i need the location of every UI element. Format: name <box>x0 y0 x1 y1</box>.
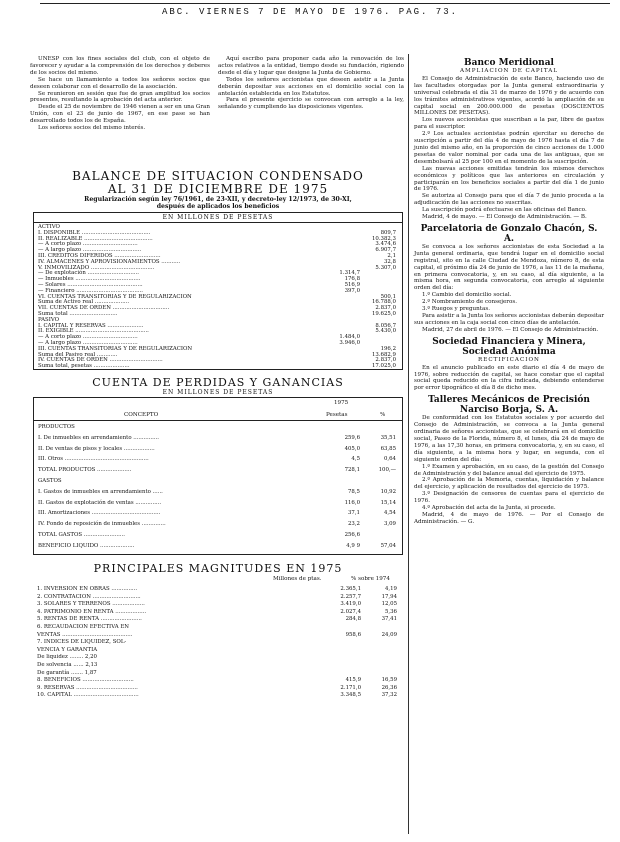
table-row <box>37 624 399 630</box>
table-row <box>37 594 399 600</box>
col-pct: % <box>380 412 386 418</box>
magn-col-2: % sobre 1974 <box>351 576 390 582</box>
table-row <box>37 616 399 622</box>
row-label: III. Amortizaciones ........................................ <box>38 510 161 517</box>
col-pesetas: Pesetas <box>326 412 348 418</box>
row-value: 176,8 <box>344 276 360 283</box>
pyg-header-rule <box>34 420 402 421</box>
row-label: VII. CUENTAS DE ORDEN ................................. <box>38 305 170 312</box>
row-total: 15,14 <box>380 499 396 506</box>
row-total: 19.625,0 <box>371 311 396 317</box>
row-value: 415,9 <box>345 677 361 684</box>
table-row <box>38 500 398 506</box>
row-label: 2. CONTRATACION ............................ <box>37 593 141 600</box>
paragraph: 1.º Cambio del domicilio social. <box>422 292 512 299</box>
table-row <box>38 456 398 462</box>
row-label: III. CUENTAS TRANSITORIAS Y DE REGULARIZACION <box>38 345 193 352</box>
row-total: 3,09 <box>383 521 396 528</box>
table-row <box>38 363 398 369</box>
paragraph: Se autoriza al Consejo para que el día 7 de junio proceda a la adjudicación de las acciones no suscritas. <box>414 193 604 207</box>
row-value: 78,5 <box>347 488 360 495</box>
row-value: 256,6 <box>344 532 360 538</box>
paragraph: 3.º Designación de censores de cuentas para el ejercicio de 1976. <box>414 491 604 505</box>
row-label: II. REALIZABLE ........................................ <box>38 235 153 242</box>
row-label: — Solares ............................................ <box>38 282 143 288</box>
table-row <box>37 647 399 653</box>
row-label: — Financiero ....................................... <box>38 287 144 294</box>
row-total: 32,8 <box>383 258 396 265</box>
row-label: I. Gastos de inmuebles en arrendamiento ...... <box>38 488 163 495</box>
row-label: V. INMOVILIZADO ..................................... <box>38 264 155 271</box>
balance-unit: EN MILLONES DE PESETAS <box>34 213 402 223</box>
row-label: IV. ALMACENES Y APROVISIONAMIENTOS ........... <box>38 258 181 265</box>
row-label: BENEFICIO LIQUIDO .................... <box>38 542 135 549</box>
row-label: — A largo plazo ................................ <box>38 340 138 346</box>
paragraph: Para el presente ejercicio se convocan con arreglo a la ley, señalando y cumpliendo las disposiciones vigentes. <box>218 97 404 111</box>
top-left-column-1 <box>30 56 210 132</box>
row-label: I. CAPITAL Y RESERVAS ..................... <box>38 322 144 329</box>
page-header: ABC. VIERNES 7 DE MAYO DE 1976. PAG. 73. <box>161 7 459 17</box>
row-label: — De explotación .............................. <box>38 270 139 277</box>
row-total: 10,92 <box>380 488 396 495</box>
row-total: 13.682,9 <box>371 351 396 358</box>
row-value: 2.365,1 <box>340 586 361 592</box>
row-label: I. DISPONIBLE ........................................ <box>38 229 151 236</box>
row-label: GASTOS <box>38 478 62 484</box>
row-value: 2.257,7 <box>340 593 361 600</box>
row-value: 2.171,0 <box>340 684 361 691</box>
paragraph: 2.º Los actuales accionistas podrán ejercitar su derecho de suscripción a partir del día 4 de mayo de 1976 hasta el día 7 de junio del mismo año, en la proporción de cinco acciones de 1.000 pesetas de valor nominal por cada una de las antiguas, que se desembolsará al 25 por 100 en el momento de la suscripción. <box>414 131 604 165</box>
paragraph: 3.º Ruegos y preguntas. <box>422 306 490 313</box>
banco-subtitle: AMPLIACION DE CAPITAL <box>459 68 559 74</box>
row-value: 516,9 <box>344 282 360 288</box>
row-label: 5. RENTAS DE RENTA ........................ <box>37 616 142 623</box>
row-value: 4,9 9 <box>346 542 360 549</box>
row-label: De liquidez ........ 2,20 <box>37 654 97 661</box>
table-row <box>37 685 399 691</box>
row-label: — Inmuebles ...................................... <box>38 276 141 283</box>
header-rule <box>40 3 610 4</box>
paragraph: 2.º Aprobación de la Memoria, cuentas, liquidación y balance del ejercicio, y aplicación de resultados del ejercicio de 1975. <box>414 477 604 491</box>
row-total: 63,85 <box>380 445 396 452</box>
balance-date: AL 31 DE DICIEMBRE DE 1975 <box>107 182 329 196</box>
row-label: — A largo plazo .................................. <box>38 247 142 254</box>
magn-title: PRINCIPALES MAGNITUDES EN 1975 <box>93 562 343 575</box>
row-value: 397,0 <box>344 287 360 294</box>
row-total: 24,09 <box>381 631 397 638</box>
row-label: III. CREDITOS DIFERIDOS ........................... <box>38 253 161 259</box>
row-label: 4. PATRIMONIO EN RENTA .................. <box>37 608 147 615</box>
pyg-unit: EN MILLONES DE PESETAS <box>162 389 274 396</box>
row-total: 5.307,0 <box>375 264 396 271</box>
magn-col-1: Millones de ptas. <box>273 576 322 582</box>
paragraph: Todos los señores accionistas que deseen asistir a la Junta deberán depositar sus acciones en el domicilio social con la antelación establecida en los Estatutos. <box>218 76 404 97</box>
row-total: 4,54 <box>383 510 396 517</box>
row-total: 196,2 <box>380 345 396 352</box>
paragraph: Para asistir a la Junta los señores accionistas deberán depositar sus acciones en la caja social con cinco días de antelación. <box>414 313 604 326</box>
row-total: 17.025,0 <box>371 363 396 370</box>
table-row <box>38 489 398 495</box>
row-label: PRODUCTOS <box>38 424 75 430</box>
paragraph: Los nuevos accionistas que suscriban a la par, libre de gastos para el suscriptor. <box>414 117 604 131</box>
table-row <box>38 478 398 484</box>
table-row <box>37 586 399 592</box>
row-total: 2,1 <box>387 253 396 259</box>
table-row <box>38 424 398 430</box>
banco-signature: Madrid, 4 de mayo. — El Consejo de Administración. — B. <box>422 214 587 221</box>
row-label: 7. INDICES DE LIQUIDEZ, SOL- <box>37 639 127 646</box>
row-total: 6.907,7 <box>375 247 396 254</box>
table-row <box>38 510 398 516</box>
row-label: II. EXIGIBLE ........................................... <box>38 328 149 335</box>
row-label: 8. BENEFICIOS .............................. <box>37 677 134 684</box>
paragraph: Las nuevas acciones emitidas tendrán los mismos derechos económicos y políticos que las anteriores en circulación y participarán en los beneficios sociales a partir del día 1 de junio de 1976. <box>414 165 604 193</box>
paragraph: Se hace un llamamiento a todos los señores socios que deseen colaborar con el desarrollo de la asociación. <box>30 76 210 90</box>
row-label: VENCIA Y GARANTIA <box>37 646 98 653</box>
table-row <box>38 532 398 538</box>
balance-subtitle: Regularización según ley 76/1961, de 23-XII, y decreto-ley 12/1973, de 30-XI, <box>84 196 352 203</box>
row-value: 284,8 <box>345 616 361 623</box>
balance-title: BALANCE DE SITUACION CONDENSADO <box>72 169 364 183</box>
row-value: 3.946,0 <box>339 340 360 346</box>
pyg-table <box>33 397 403 555</box>
row-total: 500,1 <box>380 293 396 300</box>
col-year: 1975 <box>334 400 349 406</box>
row-total: 26,36 <box>381 684 397 691</box>
table-row <box>37 677 399 683</box>
row-label: 9. RESERVAS .................................... <box>37 684 138 691</box>
table-row <box>38 435 398 441</box>
sociedad-title: Sociedad Financiera y Minera, Sociedad Anónima <box>432 336 586 357</box>
row-label: TOTAL PRODUCTOS .................... <box>38 467 132 474</box>
row-label: De garantía ....... 1,87 <box>37 669 97 676</box>
row-label: 3. SOLARES Y TERRENOS ................... <box>37 601 145 608</box>
row-label: IV. CUENTAS DE ORDEN ............................... <box>38 357 163 364</box>
paragraph: Los señores socios del mismo interés. <box>38 125 146 132</box>
talleres-title: Talleres Mecánicos de Precisión Narciso Borja, S. A. <box>428 395 590 416</box>
row-total: 100,— <box>378 467 396 474</box>
table-row <box>38 467 398 473</box>
column-rule <box>408 54 409 834</box>
row-label: Suma de Activo real .................... <box>38 299 130 306</box>
row-value: 405,0 <box>344 445 360 452</box>
top-left-column-2 <box>218 56 404 111</box>
table-row <box>38 543 398 549</box>
parcelatoria-signature: Madrid, 27 de abril de 1976. — El Consejo de Administración. <box>422 326 599 333</box>
table-row <box>38 521 398 527</box>
row-value: 728,1 <box>344 467 360 474</box>
row-label: VENTAS ......................................... <box>37 631 133 638</box>
row-value: 37,1 <box>347 510 360 517</box>
paragraph: Aquí escribo para proponer cada año la renovación de los actos relativos a la entidad, tiempo desde su fundación, rigiendo desde el día y lugar que designe la Junta de Gobierno. <box>218 56 404 76</box>
row-total: 4,19 <box>384 586 397 592</box>
row-label: II. Gastos de explotación de ventas ............... <box>38 499 162 506</box>
row-total: 37,41 <box>381 616 397 623</box>
row-total: 2.837,0 <box>375 305 396 312</box>
paragraph: 1.º Examen y aprobación, en su caso, de la gestión del Consejo de Administración y del balance anual del ejercicio de 1975. <box>414 463 604 477</box>
paragraph: En el anuncio publicado en este diario el día 4 de mayo de 1976, sobre reducción de capital, se hace constar que el capital social queda reducido en la cifra indicada, debiendo entenderse por error tipográfico el día 8 de dicho mes. <box>414 364 604 392</box>
row-total: 0,64 <box>383 456 396 463</box>
table-row <box>37 639 399 645</box>
row-value: 2.027,4 <box>340 608 361 615</box>
row-total: 809,7 <box>380 229 396 236</box>
parcelatoria-title: Parcelatoria de Gonzalo Chacón, S. A. <box>420 223 598 244</box>
paragraph: Se convoca a los señores accionistas de esta Sociedad a la Junta general ordinaria, que tendrá lugar en el domicilio social registral, sito en la calle Ciudad de Mendoza, número 8, de esta capital, el próximo día 24 de junio de 1976, a las 11 de la mañana, en primera convocatoria, y, en su caso, al día siguiente, a la misma hora, en segunda convocatoria, con arreglo al siguiente orden del día: <box>414 243 604 292</box>
row-total: 5,36 <box>384 608 397 615</box>
row-total: 17,94 <box>381 593 397 600</box>
right-column <box>414 56 604 529</box>
balance-subtitle-2: después de aplicados los beneficios <box>156 203 280 210</box>
row-total: 5.430,0 <box>375 328 396 335</box>
table-row <box>37 670 399 676</box>
row-total: 12,05 <box>381 601 397 608</box>
paragraph: El Consejo de Administración de este Banco, haciendo uso de las facultades otorgadas por la Junta general extraordinaria y universal celebrada el día 31 de marzo de 1976 y de acuerdo con los trámites administrativos vigentes, acordó la ampliación de su capital social en 200.000.000 de pesetas (DOSCIENTOS MILLONES DE PESETAS). <box>414 75 604 117</box>
row-label: PASIVO <box>38 316 60 323</box>
row-label: Suma total ............................ <box>38 311 118 317</box>
paragraph: 2.º Nombramiento de consejeros. <box>422 299 517 306</box>
row-label: II. De ventas de pisos y locales .................. <box>38 445 155 452</box>
row-value: 23,2 <box>347 521 360 528</box>
row-total: 57,04 <box>380 542 396 549</box>
row-value: 1.484,0 <box>339 334 360 341</box>
pyg-title: CUENTA DE PERDIDAS Y GANANCIAS <box>92 376 344 389</box>
talleres-signature: Madrid, 4 de mayo de 1976. — Por el Consejo de Administración. — G. <box>414 511 604 525</box>
row-value: 958,6 <box>345 631 361 638</box>
table-row <box>37 609 399 615</box>
row-label: — A corto plazo ................................ <box>38 241 138 248</box>
row-label: ACTIVO <box>38 224 60 230</box>
row-value: 259,6 <box>344 434 360 441</box>
row-total: 8.056,7 <box>375 322 396 329</box>
table-row <box>37 632 399 638</box>
row-label: De solvencia ...... 2,13 <box>37 662 98 668</box>
table-row <box>37 662 399 668</box>
paragraph: Desde el 25 de noviembre de 1946 vienen a ser en una Gran Unión, con el 23 de junio de 1967, en ese pase se han desarrollado todos los de España. <box>30 104 210 125</box>
row-label: TOTAL GASTOS ........................ <box>38 532 125 538</box>
row-label: Suma del Pasivo real ............ <box>38 351 118 358</box>
row-label: IV. Fondo de reposición de inmuebles .............. <box>38 521 166 528</box>
table-row <box>37 601 399 607</box>
paragraph: La suscripción podrá efectuarse en las oficinas del Banco. <box>422 207 587 214</box>
row-total: 16.788,0 <box>371 299 396 306</box>
table-row <box>37 654 399 660</box>
row-value: 1.314,7 <box>339 270 360 277</box>
row-value: 116,0 <box>344 499 360 506</box>
paragraph: UNESP con los fines sociales del club, con el objeto de favorecer y ayudar a la comprensión de los derechos y deberes de los socios del mismo. <box>30 56 210 76</box>
row-label: 6. RECAUDACION EFECTIVA EN <box>37 624 129 630</box>
row-total: 16,59 <box>381 677 397 684</box>
balance-table <box>33 212 403 370</box>
row-label: — A corto plazo ................................ <box>38 334 138 341</box>
paragraph: 4.º Aprobación del acta de la Junta, si procede. <box>422 505 556 512</box>
row-value: 3.348,5 <box>340 692 361 699</box>
table-row <box>37 692 399 698</box>
row-label: Suma total, pesetas ..................... <box>38 363 130 370</box>
row-label: III. Otros ................................................. <box>38 456 149 463</box>
magn-table <box>33 576 403 704</box>
row-total: 2.837,0 <box>375 357 396 364</box>
row-total: 3.474,6 <box>375 241 396 248</box>
sociedad-subtitle: RECTIFICACION <box>478 356 540 363</box>
paragraph: Se reunieron en sesión que fue de gran amplitud los socios presentes, resultando la aprobación del acta anterior. <box>30 90 210 104</box>
table-row <box>38 446 398 452</box>
row-label: 1. INVERSION EN OBRAS ............... <box>37 586 138 592</box>
row-value: 3.419,0 <box>340 601 361 608</box>
row-label: 10. CAPITAL ...................................... <box>37 692 139 699</box>
row-total: 10.382,3 <box>371 235 396 242</box>
row-label: VI. CUENTAS TRANSITORIAS Y DE REGULARIZACION <box>38 293 192 300</box>
row-value: 4,5 <box>351 456 360 463</box>
col-concepto: CONCEPTO <box>124 412 159 418</box>
row-total: 37,32 <box>381 692 397 699</box>
row-total: 35,51 <box>380 434 396 441</box>
paragraph: De conformidad con los Estatutos sociales y por acuerdo del Consejo de Administración, se convoca a la Junta general ordinaria de señores accionistas, que se celebrará en el domicilio social, Paseo de la Florida, número 8, el lunes, día 24 de mayo de 1976, a las 17,30 horas, en primera convocatoria, y, en su caso, el día siguiente, a la misma hora y lugar, en segunda, con el siguiente orden del día: <box>414 415 604 463</box>
row-label: I. De inmuebles en arrendamiento ............... <box>38 434 159 441</box>
banco-title: Banco Meridional <box>464 58 554 68</box>
